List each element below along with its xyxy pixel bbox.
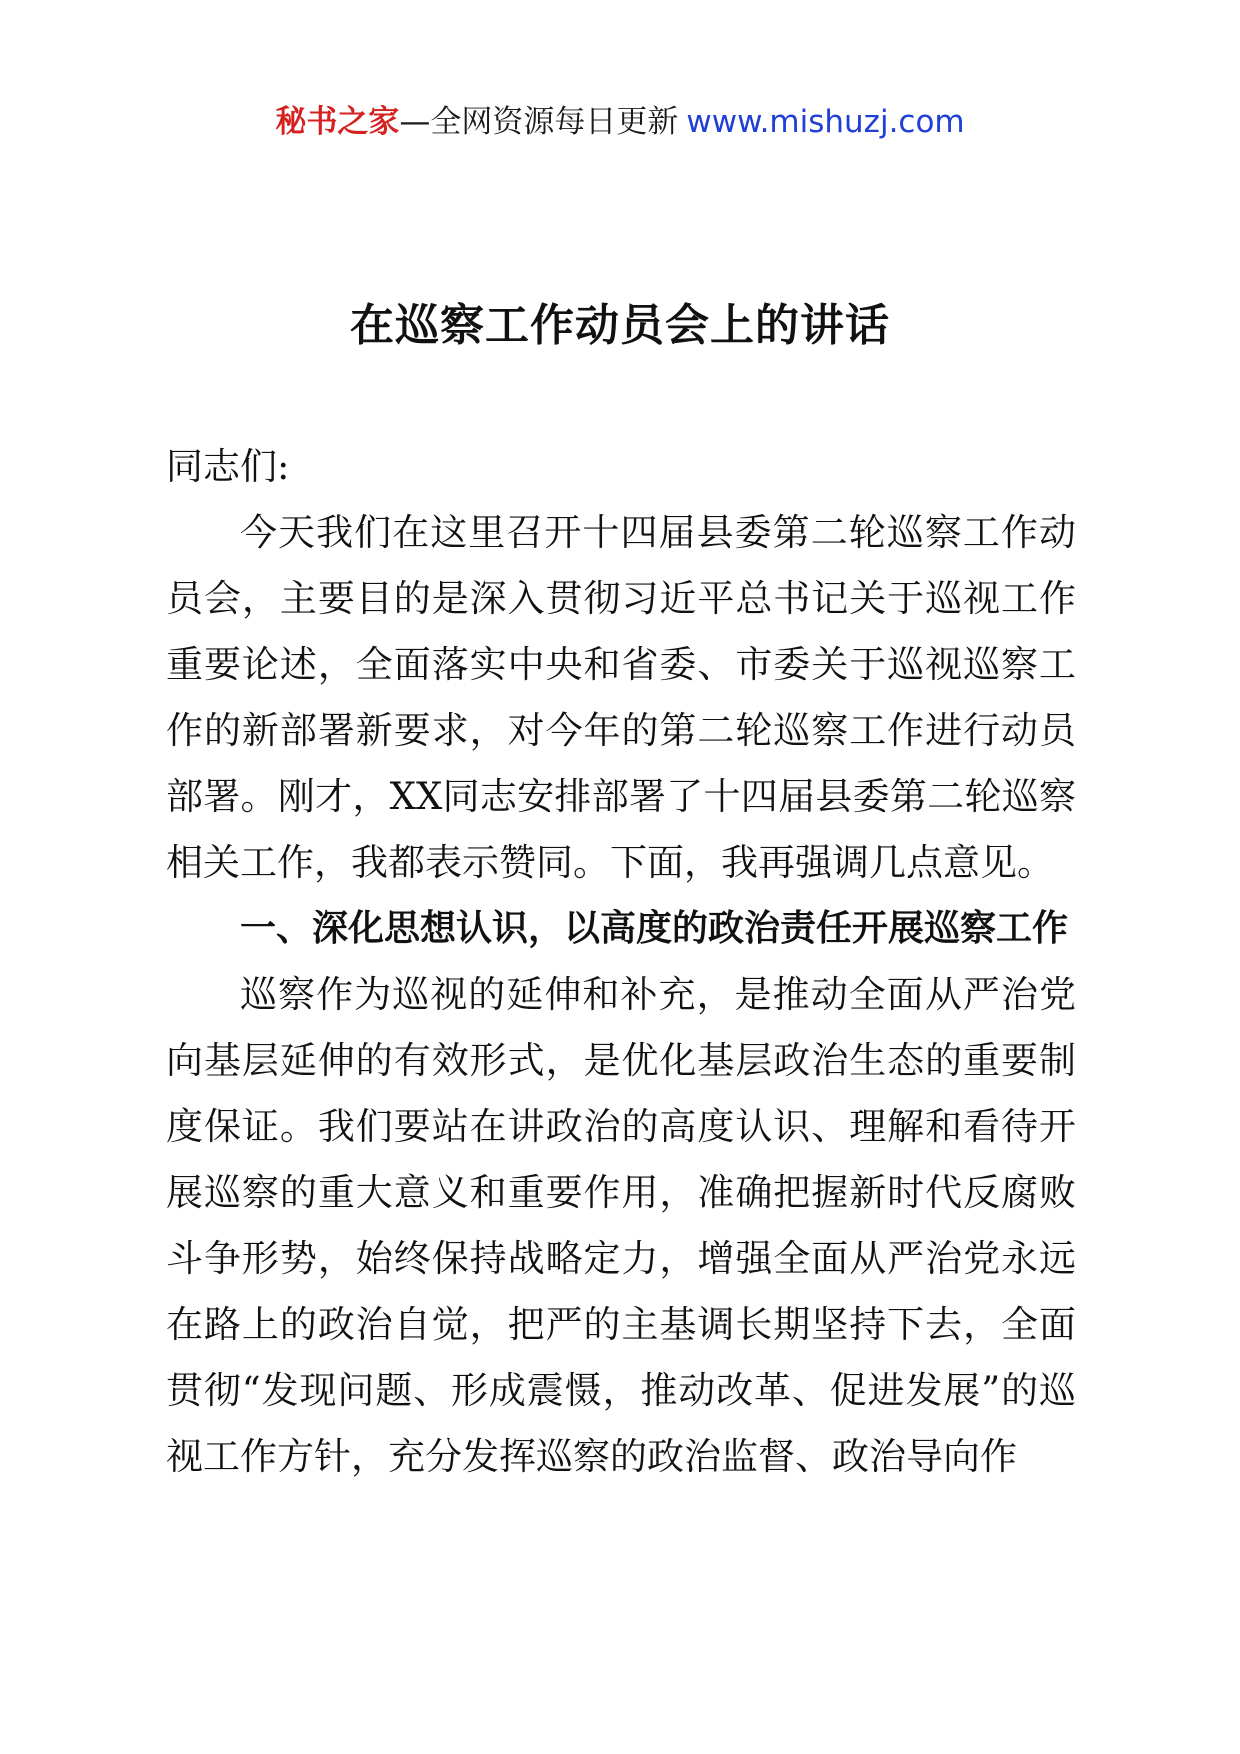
site-brand: 秘书之家 [275,104,400,140]
document-title: 在巡察工作动员会上的讲话 [350,300,890,351]
site-url-link[interactable]: www.mishuzj.com [686,104,965,140]
salutation: 同志们: [166,445,290,488]
section-heading-1: 一、深化思想认识，以高度的政治责任开展巡察工作 [240,908,1069,949]
site-header [0,100,1240,144]
section-paragraph-1: 巡察作为巡视的延伸和补充，是推动全面从严治党向基层延伸的有效形式，是优化基层政治生态的重要制度保证。我们要站在讲政治的高度认识、理解和看待开展巡察的重大意义和重要作用，准确把握新时代反腐败斗争形势，始终保持战略定力，增强全面从严治党永远在路上的政治自觉，把严的主基调长期坚持下去，全面贯彻“发现问题、形成震慑，推动改革、促进发展”的巡视工作方针，充分发挥巡察的政治监督、政治导向作 [166,973,1076,1478]
document-body [166,434,1076,1490]
intro-paragraph: 今天我们在这里召开十四届县委第二轮巡察工作动员会，主要目的是深入贯彻习近平总书记关于巡视工作重要论述，全面落实中央和省委、市委关于巡视巡察工作的新部署新要求，对今年的第二轮巡察工作进行动员部署。刚才，XX同志安排部署了十四届县委第二轮巡察相关工作，我都表示赞同。下面，我再强调几点意见。 [166,511,1076,884]
site-tagline: —全网资源每日更新 [399,104,679,140]
